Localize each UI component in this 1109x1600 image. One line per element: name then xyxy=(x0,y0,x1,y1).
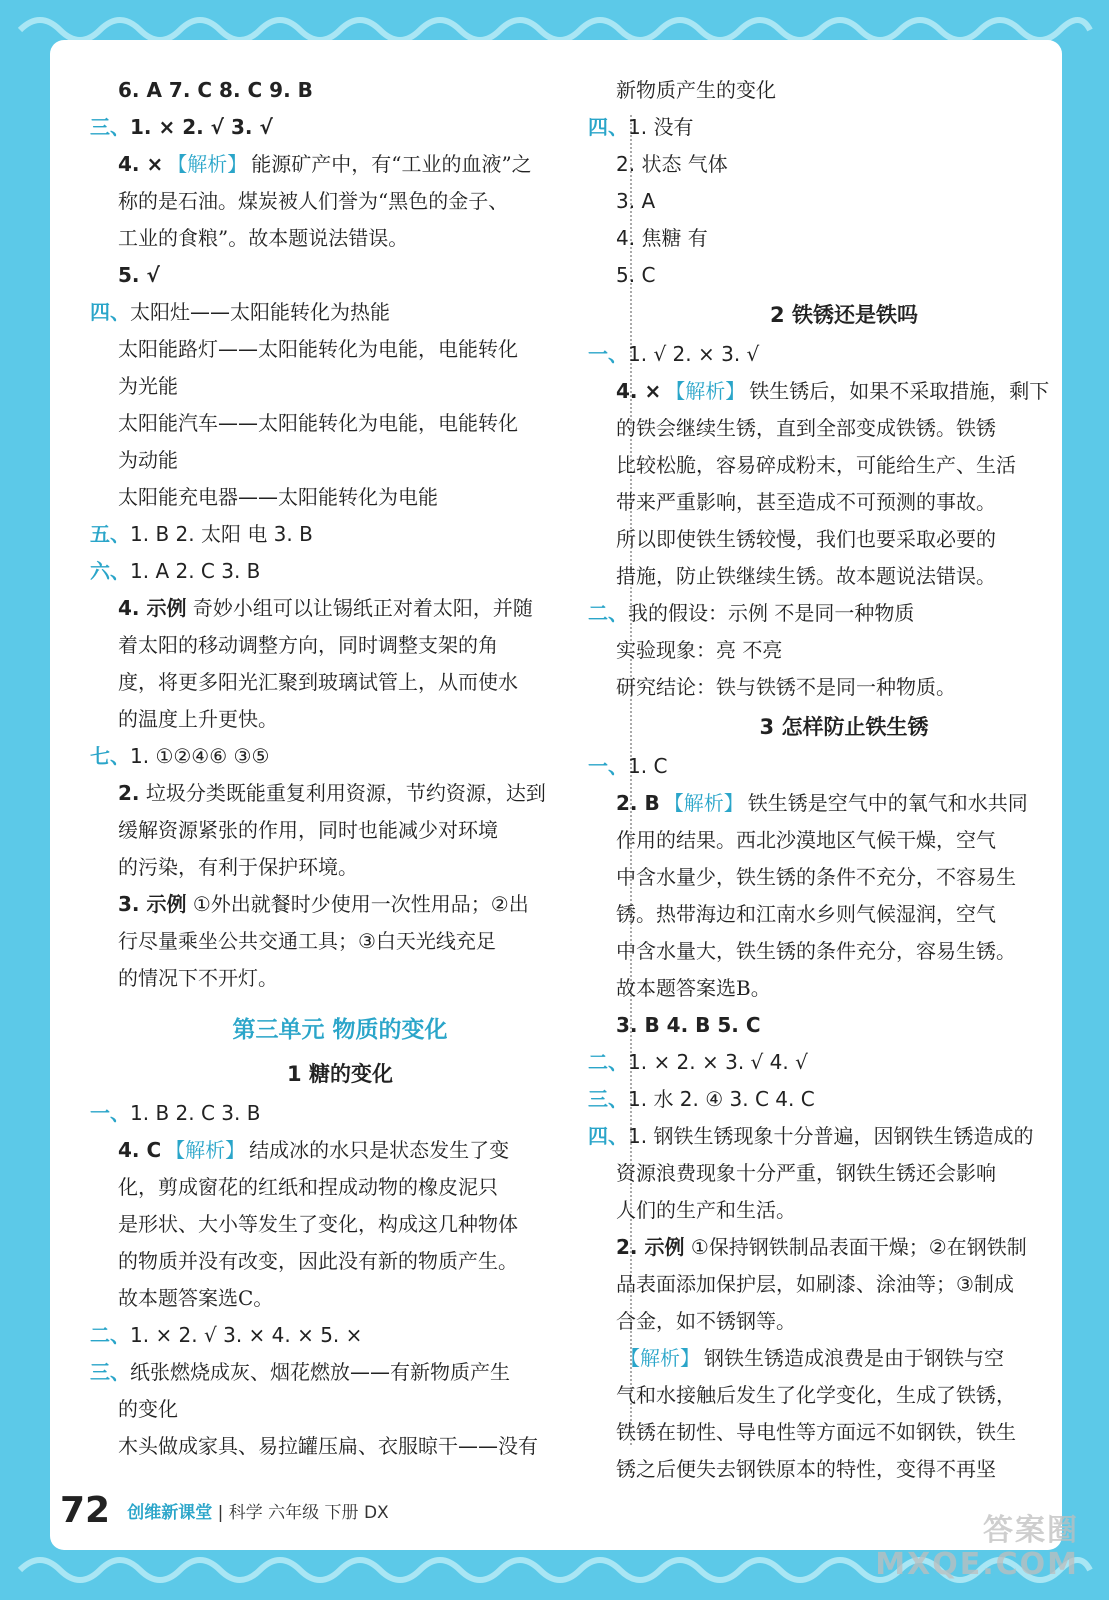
analysis-tag: 【解析】 xyxy=(663,791,744,815)
analysis-tag: 【解析】 xyxy=(620,1346,700,1370)
analysis-tag: 【解析】 xyxy=(165,1138,246,1162)
section-three: 三、1. × 2. √ 3. √ xyxy=(90,115,273,139)
analysis-line: 称的是石油。煤炭被人们誉为“黑色的金子、 xyxy=(118,189,509,213)
answer-line: 着太阳的移动调整方向，同时调整支架的角 xyxy=(118,633,498,657)
section-seven: 七、1. ①②④⑥ ③⑤ xyxy=(90,744,270,768)
page-footer xyxy=(60,1490,389,1540)
answer-line: 3. A xyxy=(616,189,656,213)
analysis-line: 4. × 【解析】 能源矿产中，有“工业的血液”之 xyxy=(118,152,532,176)
left-column xyxy=(90,72,590,1465)
answer-line: 为动能 xyxy=(118,448,178,472)
lesson-title: 2 铁锈还是铁吗 xyxy=(770,303,918,327)
watermark-logo: 答案圈 MXQE.COM xyxy=(875,1513,1079,1582)
section-two: 二、1. × 2. × 3. √ 4. √ xyxy=(588,1050,808,1074)
section-four: 四、太阳灶——太阳能转化为热能 xyxy=(90,300,390,324)
section-three: 三、1. 水 2. ④ 3. C 4. C xyxy=(588,1087,815,1111)
analysis-line: 工业的食粮”。故本题说法错误。 xyxy=(118,226,409,250)
analysis-line: 锈。热带海边和江南水乡则气候湿润，空气 xyxy=(616,902,996,926)
answer-line: 太阳能汽车——太阳能转化为电能，电能转化 xyxy=(118,411,518,435)
answer-line: 的温度上升更快。 xyxy=(118,707,278,731)
analysis-line: 措施，防止铁继续生锈。故本题说法错误。 xyxy=(616,564,996,588)
analysis-line: 化，剪成窗花的红纸和捏成动物的橡皮泥只 xyxy=(118,1175,498,1199)
answer-line: 为光能 xyxy=(118,374,178,398)
answer-line: 新物质产生的变化 xyxy=(616,78,776,102)
page-number: 72 xyxy=(60,1490,111,1531)
analysis-line: 作用的结果。西北沙漠地区气候干燥，空气 xyxy=(616,828,996,852)
analysis-tag: 【解析】 xyxy=(167,152,248,176)
answer-line: 太阳能路灯——太阳能转化为电能，电能转化 xyxy=(118,337,518,361)
answer-line: 的变化 xyxy=(118,1397,178,1421)
analysis-line: 是形状、大小等发生了变化，构成这几种物体 xyxy=(118,1212,518,1236)
answer-line: 太阳能充电器——太阳能转化为电能 xyxy=(118,485,438,509)
analysis-line: 带来严重影响，甚至造成不可预测的事故。 xyxy=(616,490,996,514)
section-one: 一、1. B 2. C 3. B xyxy=(90,1101,261,1125)
unit-title: 第三单元 物质的变化 xyxy=(232,1017,448,1043)
answer-line: 缓解资源紧张的作用，同时也能减少对环境 xyxy=(118,818,498,842)
answer-line: 2. 状态 气体 xyxy=(616,152,728,176)
answer-line: 品表面添加保护层，如刷漆、涂油等；③制成 xyxy=(616,1272,1014,1296)
right-column xyxy=(588,72,1100,1488)
analysis-tag: 【解析】 xyxy=(665,379,746,403)
answer-line: 的污染，有利于保护环境。 xyxy=(118,855,358,879)
section-one: 一、1. √ 2. × 3. √ xyxy=(588,342,760,366)
analysis-line: 故本题答案选B。 xyxy=(616,976,771,1000)
answer-line: 2. 示例 ①保持钢铁制品表面干燥；②在钢铁制 xyxy=(616,1235,1027,1259)
answer-line: 6. A 7. C 8. C 9. B xyxy=(118,78,313,102)
analysis-line: 气和水接触后发生了化学变化，生成了铁锈， xyxy=(616,1383,1016,1407)
lesson-title: 3 怎样防止铁生锈 xyxy=(759,715,929,739)
section-six: 六、1. A 2. C 3. B xyxy=(90,559,261,583)
answer-line: 4. 示例 奇妙小组可以让锡纸正对着太阳，并随 xyxy=(118,596,533,620)
answer-line: 木头做成家具、易拉罐压扁、衣服晾干——没有 xyxy=(118,1434,538,1458)
analysis-line: 比较松脆，容易碎成粉末，可能给生产、生活 xyxy=(616,453,1016,477)
answer-line: 的情况下不开灯。 xyxy=(118,966,278,990)
analysis-line: 的物质并没有改变，因此没有新的物质产生。 xyxy=(118,1249,518,1273)
analysis-line: 的铁会继续生锈，直到全部变成铁锈。铁锈 xyxy=(616,416,996,440)
analysis-line: 铁锈在韧性、导电性等方面远不如钢铁，铁生 xyxy=(616,1420,1016,1444)
answer-line: 5. C xyxy=(616,263,656,287)
analysis-line: 所以即使铁生锈较慢，我们也要采取必要的 xyxy=(616,527,996,551)
section-three: 三、纸张燃烧成灰、烟花燃放——有新物质产生 xyxy=(90,1360,510,1384)
analysis-line: 4. C 【解析】 结成冰的水只是状态发生了变 xyxy=(118,1138,510,1162)
section-one: 一、1. C xyxy=(588,754,668,778)
analysis-line: 【解析】 钢铁生锈造成浪费是由于钢铁与空 xyxy=(620,1346,1004,1370)
section-four: 四、1. 没有 xyxy=(588,115,694,139)
lesson-title: 1 糖的变化 xyxy=(287,1062,393,1086)
answer-line: 3. 示例 ①外出就餐时少使用一次性用品；②出 xyxy=(118,892,529,916)
analysis-line: 中含水量少，铁生锈的条件不充分，不容易生 xyxy=(616,865,1016,889)
answer-line: 3. B 4. B 5. C xyxy=(616,1013,761,1037)
answer-page xyxy=(50,40,1062,1550)
analysis-line: 2. B 【解析】 铁生锈是空气中的氧气和水共同 xyxy=(616,791,1028,815)
book-info: 创维新课堂 | 科学 六年级 下册 DX xyxy=(127,1503,389,1523)
answer-line: 研究结论：铁与铁锈不是同一种物质。 xyxy=(616,675,956,699)
answer-line: 4. 焦糖 有 xyxy=(616,226,708,250)
answer-line: 实验现象：亮 不亮 xyxy=(616,638,783,662)
section-five: 五、1. B 2. 太阳 电 3. B xyxy=(90,522,313,546)
section-two: 二、1. × 2. √ 3. × 4. × 5. × xyxy=(90,1323,363,1347)
answer-line: 人们的生产和生活。 xyxy=(616,1198,796,1222)
answer-line: 行尽量乘坐公共交通工具；③白天光线充足 xyxy=(118,929,496,953)
answer-line: 资源浪费现象十分严重，钢铁生锈还会影响 xyxy=(616,1161,996,1185)
answer-line: 5. √ xyxy=(118,263,160,287)
analysis-line: 中含水量大，铁生锈的条件充分，容易生锈。 xyxy=(616,939,1016,963)
analysis-line: 故本题答案选C。 xyxy=(118,1286,274,1310)
analysis-line: 4. × 【解析】 铁生锈后，如果不采取措施，剩下 xyxy=(616,379,1050,403)
section-two: 二、我的假设：示例 不是同一种物质 xyxy=(588,601,915,625)
answer-line: 合金，如不锈钢等。 xyxy=(616,1309,796,1333)
answer-line: 度，将更多阳光汇聚到玻璃试管上，从而使水 xyxy=(118,670,518,694)
answer-line: 2. 垃圾分类既能重复利用资源，节约资源，达到 xyxy=(118,781,546,805)
section-four: 四、1. 钢铁生锈现象十分普遍，因钢铁生锈造成的 xyxy=(588,1124,1034,1148)
analysis-line: 锈之后便失去钢铁原本的特性，变得不再坚 xyxy=(616,1457,996,1481)
